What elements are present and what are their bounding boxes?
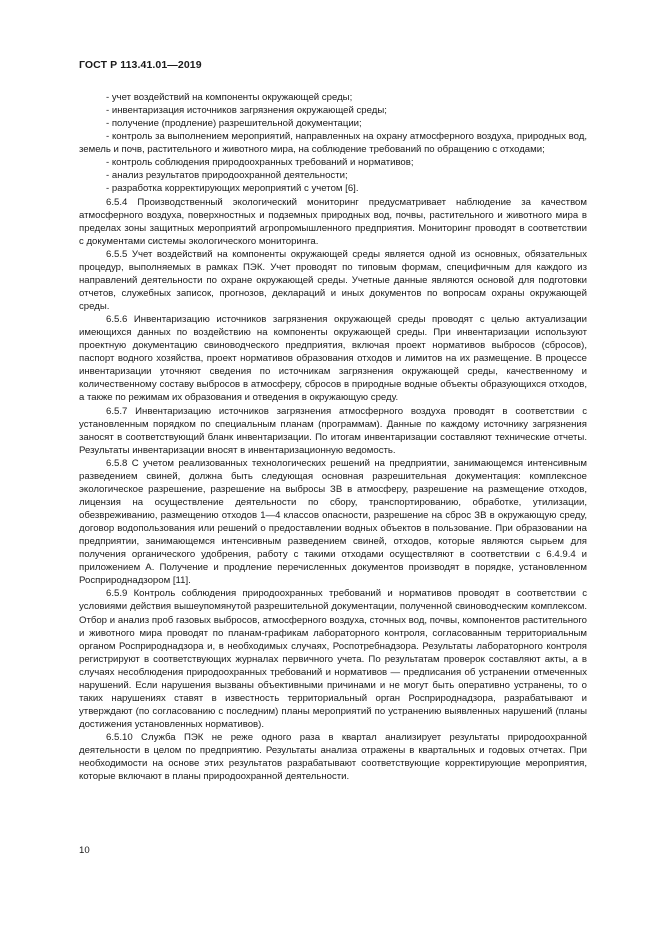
paragraph-6-5-8: 6.5.8 С учетом реализованных технологических решений на предприятии, занимающемся интенсивным разведением свиней, должна быть следующая основная разрешительная документация: комплексное экологическое разрешение, разрешение на выбросы ЗВ в атмосферу, разрешение на размещение отходов, лицензия на осуществление деятельности по сбору, транспортированию, обработке, утилизации, обезвреживанию, размещению отходов 1—4 классов опасности, разрешение на сброс ЗВ в окружающую среду, договор водопользования или решений о предоставлении водных объектов в пользование. При образовании на предприятии, занимающемся интенсивным разведением свиней, отходов, которые являются сырьем для получения органического удобрения, работу с такими отходами осуществляют в соответствии с 6.4.9.4 и приложением А. Получение и продление перечисленных документов производят в порядке, установленном Росприроднадзором [11]. — [79, 457, 587, 587]
list-item: - учет воздействий на компоненты окружающей среды; — [106, 92, 353, 103]
list-item: - анализ результатов природоохранной деятельности; — [106, 170, 348, 182]
list-item: - контроль соблюдения природоохранных требований и нормативов; — [106, 157, 414, 169]
paragraph-6-5-5: 6.5.5 Учет воздействий на компоненты окружающей среды является одной из основных, обязательных процедур, выполняемых в рамках ПЭК. Учет проводят по типовым формам, специфичным для каждого из направлений деятельности по охране окружающей среды. Учетные данные являются основой для подготовки отчетов, служебных записок, прогнозов, деклараций и иных документов по вопросам охраны окружающей среды. — [79, 248, 587, 312]
page-number: 10 — [79, 845, 90, 856]
list-item: - получение (продление) разрешительной документации; — [106, 118, 362, 130]
list-item: - разработка корректирующих мероприятий с учетом [6]. — [106, 183, 359, 195]
paragraph-6-5-6: 6.5.6 Инвентаризацию источников загрязнения окружающей среды проводят с целью актуализации имеющихся данных по воздействию на компоненты окружающей среды. При инвентаризации используют проектную документацию свиноводческого предприятия, включая проект нормативов выбросов (сбросов), паспорт водного хозяйства, проект нормативов образования отходов и лимитов на их размещение. В процессе инвентаризации уточняют сведения по источникам загрязнения окружающей среды, качественному и количественному составу выбросов в атмосферу, сбросов в природные водные объекты образующихся отходов, а также по режимам их образования и отведения в окружающую среду. — [79, 314, 587, 404]
document-body — [79, 91, 587, 783]
list-item: - инвентаризация источников загрязнения окружающей среды; — [106, 105, 387, 117]
list-item: - контроль за выполнением мероприятий, направленных на охрану атмосферного воздуха, природных вод, земель и почв, растительного и животного мира, на соблюдение требований по обращению с отходами; — [79, 131, 587, 156]
paragraph-6-5-7: 6.5.7 Инвентаризацию источников загрязнения атмосферного воздуха проводят в соответствии с установленным порядком по специальным планам (программам). Данные по каждому источнику загрязнения заносят в соответствующий бланк инвентаризации. По итогам инвентаризации составляют технические отчеты. Результаты инвентаризации вносят в инвентаризационную ведомость. — [79, 405, 587, 456]
paragraph-6-5-4: 6.5.4 Производственный экологический мониторинг предусматривает наблюдение за качеством атмосферного воздуха, поверхностных и подземных природных вод, почвы, растительного и животного мира в пределах зоны защитных мероприятий агропромышленного предприятия. Мониторинг проводят в соответствии с документами системы экологического мониторинга. — [79, 196, 587, 247]
document-header: ГОСТ Р 113.41.01—2019 — [79, 59, 202, 71]
paragraph-6-5-9: 6.5.9 Контроль соблюдения природоохранных требований и нормативов проводят в соответствии с условиями действия вышеупомянутой разрешительной документации, полученной свиноводческим комплексом. Отбор и анализ проб газовых выбросов, атмосферного воздуха, сточных вод, почвы, компонентов растительного и животного мира проводят по планам-графикам лабораторного контроля, согласованным территориальным органом Росприроднадзора и, в необходимых случаях, Роспотребнадзора. Результаты лабораторного контроля регистрируют в соответствующих журналах первичного учета. По результатам проверок составляют акты, а в случаях несоблюдения природоохранных требований и нормативов — предписания об устранении отмеченных нарушений. Если нарушения вызваны объективными причинами и не могут быть оперативно устранены, то о таких нарушениях ставят в известность территориальный орган Росприроднадзора, разрабатывают и утверждают (по согласованию с последним) планы мероприятий по устранению выявленных нарушений (планы достижения установленных нормативов). — [79, 588, 587, 730]
paragraph-6-5-10: 6.5.10 Служба ПЭК не реже одного раза в квартал анализирует результаты природоохранной деятельности в целом по предприятию. Результаты анализа отражены в квартальных и годовых отчетах. При необходимости на основе этих результатов разрабатывают соответствующие корректирующие мероприятия, которые включают в планы природоохранной деятельности. — [79, 732, 587, 783]
